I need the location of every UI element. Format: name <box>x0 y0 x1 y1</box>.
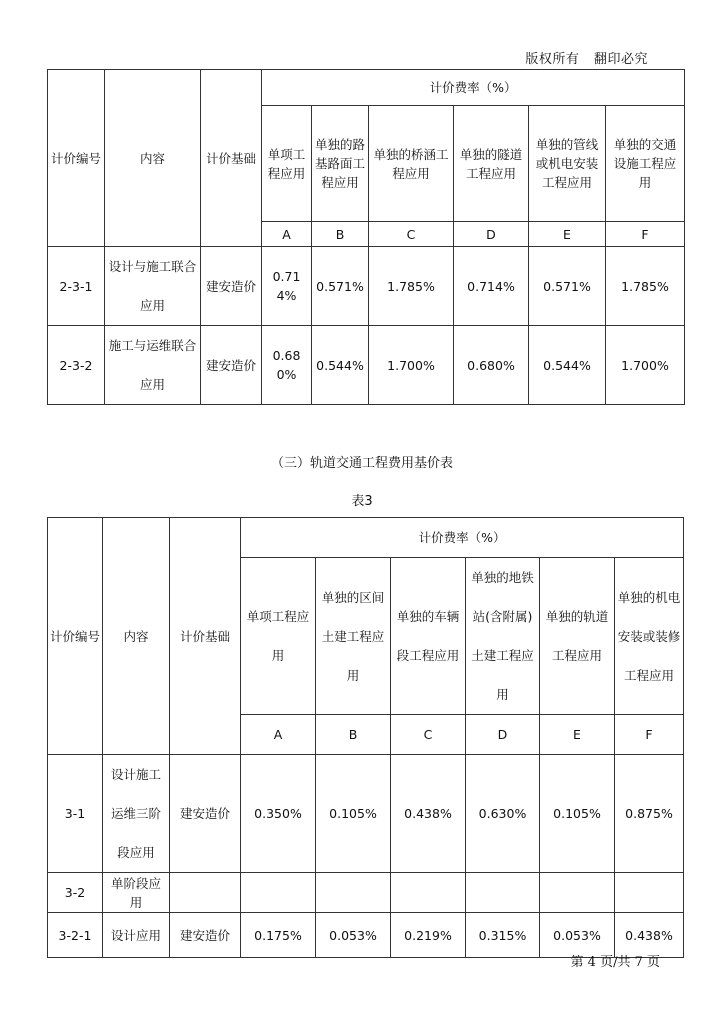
row-code: 2-3-2 <box>48 326 105 405</box>
no-copy-text: 翻印必究 <box>593 52 648 67</box>
row-basis: 建安造价 <box>201 247 262 326</box>
row-code: 3-2-1 <box>48 913 103 958</box>
subheader-e: 单独的管线或机电安装工程应用 <box>529 106 606 222</box>
subheader-c: 单独的车辆段工程应用 <box>391 558 466 715</box>
rate-cell: 0.219% <box>391 913 466 958</box>
row-content: 单阶段应用 <box>103 873 170 913</box>
letter-f: F <box>606 222 685 247</box>
header-basis: 计价基础 <box>201 70 262 247</box>
table-row <box>48 326 685 405</box>
rate-cell <box>241 873 316 913</box>
rate-cell <box>466 873 540 913</box>
table-row <box>48 755 684 873</box>
letter-f: F <box>615 715 684 755</box>
rate-cell: 0.714% <box>262 247 312 326</box>
rate-cell: 0.680% <box>262 326 312 405</box>
rate-cell: 1.700% <box>606 326 685 405</box>
header-content: 内容 <box>105 70 201 247</box>
fee-table-3 <box>47 517 684 958</box>
letter-e: E <box>540 715 615 755</box>
subheader-a: 单项工程应用 <box>262 106 312 222</box>
subheader-a: 单项工程应用 <box>241 558 316 715</box>
row-code: 3-1 <box>48 755 103 873</box>
letter-a: A <box>262 222 312 247</box>
header-code: 计价编号 <box>48 70 105 247</box>
copyright-text: 版权所有 <box>525 52 580 67</box>
table-label: 表3 <box>351 494 373 509</box>
rate-cell <box>540 873 615 913</box>
subheader-f: 单独的交通设施工程应用 <box>606 106 685 222</box>
header-rate: 计价费率（%） <box>262 70 685 106</box>
rate-cell: 0.680% <box>454 326 529 405</box>
rate-cell: 0.438% <box>615 913 684 958</box>
rate-cell: 0.875% <box>615 755 684 873</box>
subheader-d: 单独的隧道工程应用 <box>454 106 529 222</box>
row-code: 3-2 <box>48 873 103 913</box>
row-basis: 建安造价 <box>170 755 241 873</box>
rate-cell: 0.571% <box>529 247 606 326</box>
subheader-b: 单独的区间土建工程应用 <box>316 558 391 715</box>
letter-c: C <box>391 715 466 755</box>
letter-a: A <box>241 715 316 755</box>
letter-c: C <box>369 222 454 247</box>
table-row <box>48 873 684 913</box>
row-content: 设计施工运维三阶段应用 <box>103 755 170 873</box>
rate-cell: 0.315% <box>466 913 540 958</box>
rate-cell: 0.571% <box>312 247 369 326</box>
subheader-d: 单独的地铁站(含附属)土建工程应用 <box>466 558 540 715</box>
subheader-c: 单独的桥涵工程应用 <box>369 106 454 222</box>
rate-cell: 1.785% <box>606 247 685 326</box>
rate-cell <box>316 873 391 913</box>
rate-cell: 0.175% <box>241 913 316 958</box>
letter-d: D <box>454 222 529 247</box>
rate-cell <box>615 873 684 913</box>
letter-b: B <box>312 222 369 247</box>
row-basis: 建安造价 <box>170 913 241 958</box>
fee-table-2 <box>47 69 685 405</box>
row-content: 设计与施工联合应用 <box>105 247 201 326</box>
row-content: 施工与运维联合应用 <box>105 326 201 405</box>
page-header <box>515 48 648 67</box>
rate-cell: 0.714% <box>454 247 529 326</box>
rate-cell: 0.630% <box>466 755 540 873</box>
rate-cell: 0.053% <box>540 913 615 958</box>
rate-cell: 1.700% <box>369 326 454 405</box>
row-content: 设计应用 <box>103 913 170 958</box>
row-basis <box>170 873 241 913</box>
rate-cell: 0.438% <box>391 755 466 873</box>
subheader-e: 单独的轨道工程应用 <box>540 558 615 715</box>
header-code: 计价编号 <box>48 518 103 755</box>
row-code: 2-3-1 <box>48 247 105 326</box>
letter-d: D <box>466 715 540 755</box>
subheader-b: 单独的路基路面工程应用 <box>312 106 369 222</box>
row-basis: 建安造价 <box>201 326 262 405</box>
header-rate: 计价费率（%） <box>241 518 684 558</box>
table-row <box>48 247 685 326</box>
rate-cell: 0.105% <box>540 755 615 873</box>
header-content: 内容 <box>103 518 170 755</box>
rate-cell: 0.105% <box>316 755 391 873</box>
rate-cell: 0.544% <box>529 326 606 405</box>
rate-cell: 0.053% <box>316 913 391 958</box>
rate-cell: 0.350% <box>241 755 316 873</box>
letter-b: B <box>316 715 391 755</box>
subheader-f: 单独的机电安装或装修工程应用 <box>615 558 684 715</box>
letter-e: E <box>529 222 606 247</box>
page-number: 第 4 页/共 7 页 <box>570 955 660 970</box>
section-title: （三）轨道交通工程费用基价表 <box>270 456 453 471</box>
rate-cell: 1.785% <box>369 247 454 326</box>
header-basis: 计价基础 <box>170 518 241 755</box>
rate-cell <box>391 873 466 913</box>
rate-cell: 0.544% <box>312 326 369 405</box>
